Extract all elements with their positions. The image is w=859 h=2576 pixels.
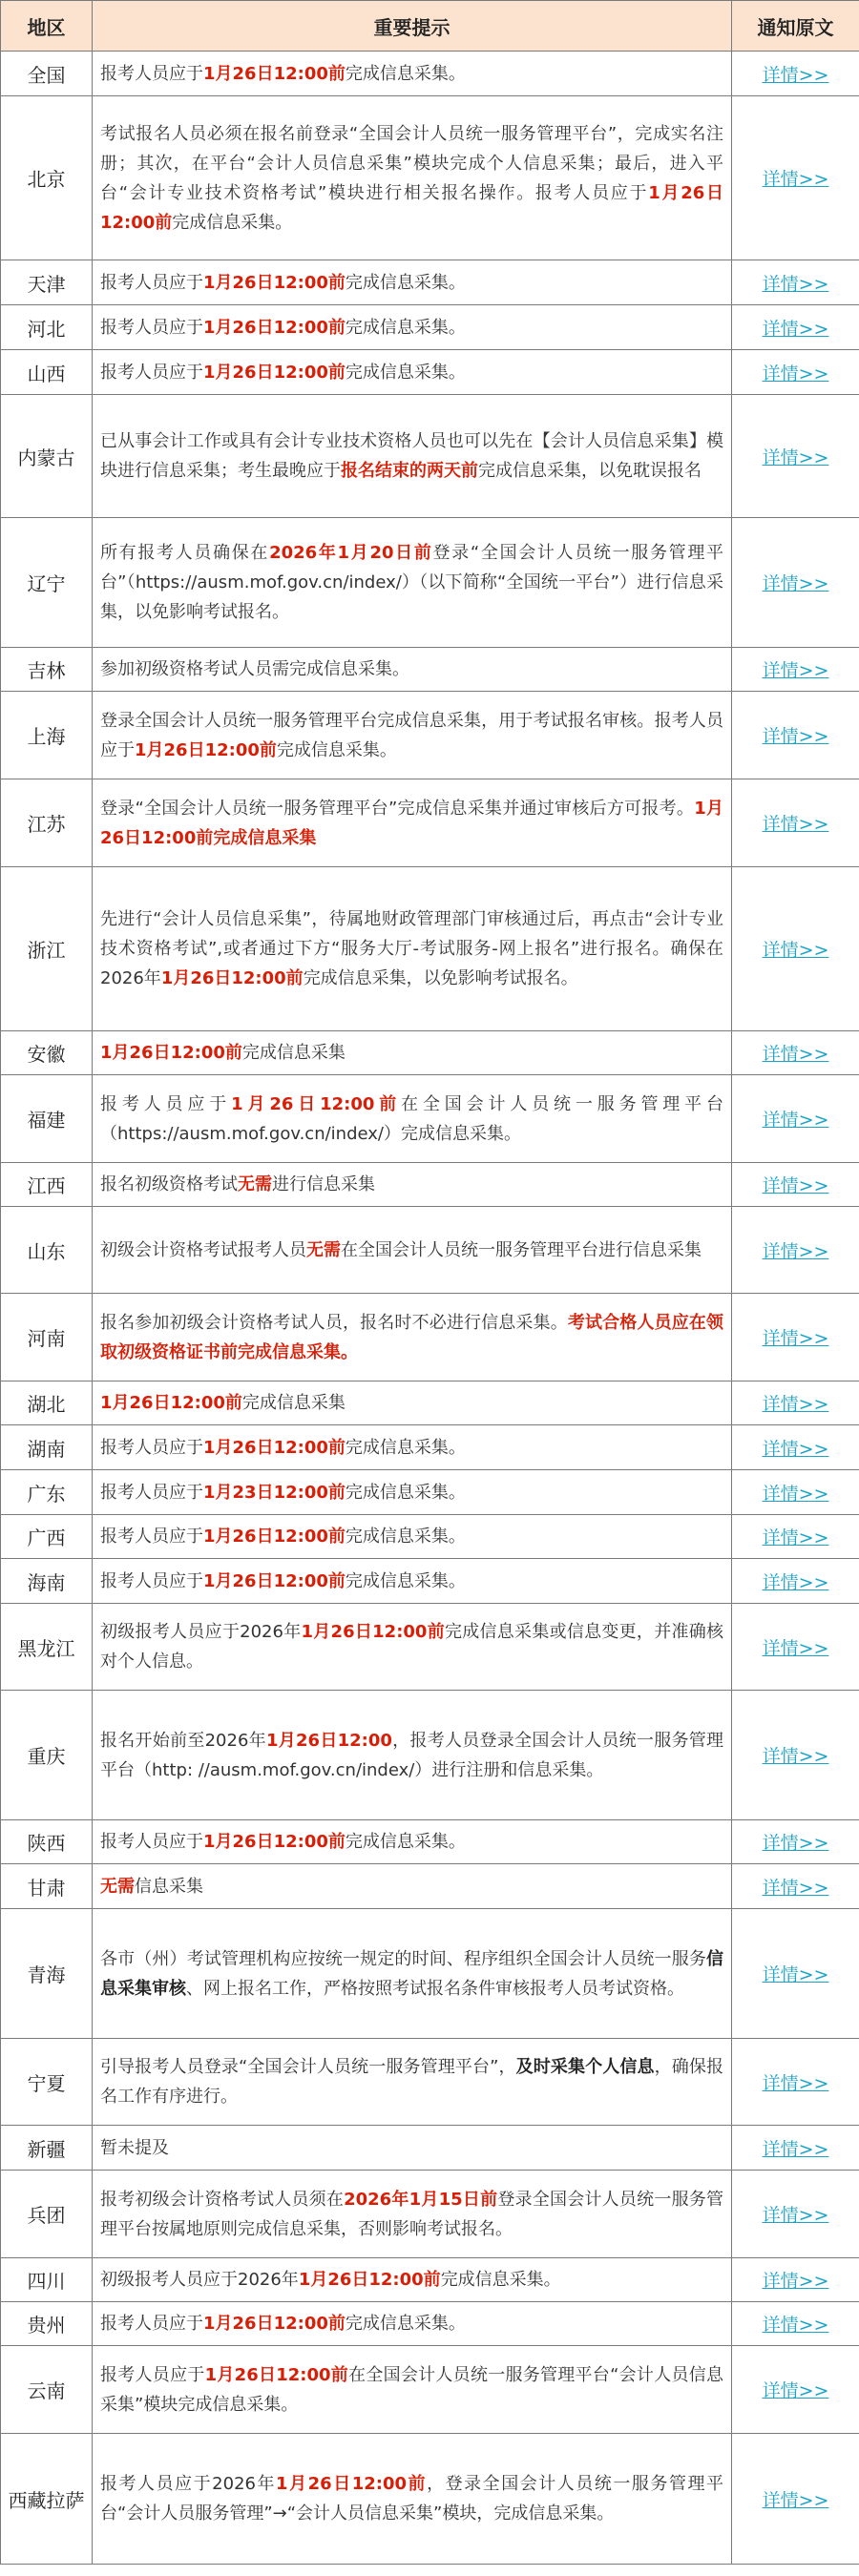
region-cell: 北京: [1, 96, 93, 260]
tip-cell: [93, 518, 732, 648]
source-cell: [732, 350, 859, 395]
tip-cell: [93, 1425, 732, 1470]
tip-text: 完成信息采集。: [345, 1832, 466, 1852]
region-cell: 山西: [1, 350, 93, 395]
tip-text: 登录“全国会计人员统一服务管理平台”完成信息采集并通过审核后方可报考。: [100, 798, 695, 819]
region-cell: 湖北: [1, 1381, 93, 1425]
tip-text: 报考人员应于: [100, 317, 203, 338]
tip-text: 完成信息采集。: [345, 272, 466, 293]
highlight-text: 无需: [100, 1876, 135, 1897]
tip-cell: [93, 260, 732, 305]
highlight-text: 1月26日12:00前完成信息采集: [100, 798, 723, 848]
source-cell: [732, 305, 859, 350]
source-cell: [732, 96, 859, 260]
table-row: [1, 867, 859, 1031]
region-cell: 四川: [1, 2258, 93, 2302]
details-link[interactable]: 详情>>: [762, 1110, 829, 1131]
tip-cell: [93, 1294, 732, 1381]
tip-text: 完成信息采集: [241, 1043, 346, 1063]
tip-text: 完成信息采集，以免耽误报名: [478, 461, 702, 481]
highlight-text: 1月26日12:00前: [231, 1093, 402, 1114]
source-cell: [732, 2258, 859, 2302]
source-cell: [732, 1381, 859, 1425]
table-row: [1, 1031, 859, 1075]
source-cell: [732, 1820, 859, 1864]
tip-text: 完成信息采集。: [345, 1482, 466, 1503]
region-cell: 陕西: [1, 1820, 93, 1864]
details-link[interactable]: 详情>>: [762, 2138, 829, 2160]
tip-text: 完成信息采集。: [345, 63, 466, 84]
region-cell: 广东: [1, 1470, 93, 1515]
table-row: [1, 692, 859, 779]
tip-cell: [93, 2039, 732, 2126]
tip-text: 完成信息采集。: [345, 1527, 466, 1547]
highlight-text: 1月26日12:00前: [301, 1622, 445, 1642]
table-row: [1, 2346, 859, 2434]
table-row: [1, 2258, 859, 2302]
tip-text: 考试报名人员必须在报名前登录“全国会计人员统一服务管理平台”，完成实名注册；其次，在平台“会计人员信息采集”模块完成个人信息采集；最后，进入平台“会计专业技术资格考试”模块进行相关报名操作。报考人员应于: [100, 123, 723, 203]
tip-cell: [93, 1470, 732, 1515]
highlight-text: 1月26日12:00: [265, 1730, 392, 1751]
source-cell: [732, 518, 859, 648]
details-link[interactable]: 详情>>: [762, 2271, 829, 2292]
tip-text: 完成信息采集或信息变更，并准确核对个人信息。: [100, 1622, 724, 1672]
source-cell: [732, 1559, 859, 1604]
tip-text: 报考初级会计资格考试人员须在: [100, 2189, 345, 2210]
highlight-text: 1月26日12:00前: [203, 2314, 346, 2334]
details-link[interactable]: 详情>>: [762, 1394, 829, 1415]
region-cell: 宁夏: [1, 2039, 93, 2126]
details-link[interactable]: 详情>>: [762, 1328, 829, 1349]
details-link[interactable]: 详情>>: [762, 1637, 829, 1659]
details-link[interactable]: 详情>>: [762, 363, 829, 384]
tip-cell: [93, 2258, 732, 2302]
region-cell: 河南: [1, 1294, 93, 1381]
table-body: [1, 52, 859, 2565]
tip-text: 报考人员应于: [100, 1093, 232, 1114]
table-row: [1, 1604, 859, 1691]
details-link[interactable]: 详情>>: [762, 2072, 829, 2094]
region-cell: 吉林: [1, 648, 93, 692]
table-row: [1, 2302, 859, 2346]
tip-cell: [93, 648, 732, 692]
highlight-text: 2026年1月15日前: [344, 2189, 498, 2210]
tip-text: 报考人员应于: [100, 63, 203, 84]
tip-text: 进行信息采集: [272, 1174, 375, 1195]
details-link[interactable]: 详情>>: [762, 1746, 829, 1767]
region-cell: 浙江: [1, 867, 93, 1031]
source-cell: [732, 1425, 859, 1470]
details-link[interactable]: 详情>>: [762, 1877, 829, 1899]
tip-cell: [93, 1559, 732, 1604]
table-row: [1, 1515, 859, 1559]
region-cell: 全国: [1, 52, 93, 96]
tip-text: 参加初级资格考试人员需完成信息采集。: [100, 659, 409, 679]
tip-text: 已从事会计工作或具有会计专业技术资格人员也可以先在【会计人员信息采集】模块进行信息采集；考生最晚应于: [100, 431, 723, 481]
details-link[interactable]: 详情>>: [762, 447, 829, 468]
tip-cell: [93, 1381, 732, 1425]
tip-cell: [93, 1515, 732, 1559]
tip-text: 完成信息采集，以免影响考试报名。: [303, 968, 578, 988]
region-cell: 广西: [1, 1515, 93, 1559]
tip-cell: [93, 2434, 732, 2565]
tip-text: 引导报考人员登录“全国会计人员统一服务管理平台”，: [100, 2057, 516, 2077]
tip-cell: [93, 52, 732, 96]
region-cell: 甘肃: [1, 1864, 93, 1909]
details-link[interactable]: 详情>>: [762, 1438, 829, 1460]
tip-text: 完成信息采集。: [345, 2314, 466, 2334]
highlight-text: 1月23日12:00前: [203, 1482, 346, 1503]
tip-cell: [93, 2302, 732, 2346]
source-cell: [732, 2171, 859, 2258]
details-link[interactable]: 详情>>: [762, 814, 829, 835]
table-row: [1, 1207, 859, 1294]
highlight-text: 1月26日12:00前: [203, 317, 346, 338]
table-row: [1, 350, 859, 395]
tip-text: 登录全国会计人员统一服务管理平台完成信息采集，用于考试报名审核。报考人员应于: [100, 710, 723, 760]
highlight-text: 2026年1月20日前: [269, 543, 433, 563]
highlight-text: 无需: [238, 1174, 272, 1195]
tip-text: ，登录全国会计人员统一服务管理平台“会计人员服务管理”→“会计人员信息采集”模块，完成信息采集。: [100, 2474, 724, 2524]
tip-text: 报考人员应于2026年: [100, 2474, 277, 2494]
tip-text: 信息采集: [135, 1876, 203, 1897]
tip-text: 登录“全国会计人员统一服务管理平台”（https://ausm.mof.gov.cn/index/）（以下简称“全国统一平台”）进行信息采集，以免影响考试报名。: [100, 543, 724, 622]
region-cell: 云南: [1, 2346, 93, 2434]
tip-cell: [93, 867, 732, 1031]
details-link[interactable]: 详情>>: [762, 940, 829, 961]
region-cell: 海南: [1, 1559, 93, 1604]
details-link[interactable]: 详情>>: [762, 1964, 829, 1985]
table-row: [1, 1820, 859, 1864]
tip-cell: [93, 1604, 732, 1691]
highlight-text: 1月26日12:00前: [100, 1393, 242, 1413]
tip-text: 报考人员应于: [100, 1482, 203, 1503]
region-cell: 安徽: [1, 1031, 93, 1075]
details-link[interactable]: 详情>>: [762, 2315, 829, 2336]
highlight-text: 1月26日12:00前: [203, 1832, 346, 1852]
region-cell: 福建: [1, 1075, 93, 1163]
source-cell: [732, 1294, 859, 1381]
details-link[interactable]: 详情>>: [762, 2205, 829, 2226]
tip-cell: [93, 1163, 732, 1207]
source-cell: [732, 52, 859, 96]
tip-text: 完成信息采集。: [345, 317, 466, 338]
source-cell: [732, 1163, 859, 1207]
table-row: [1, 1163, 859, 1207]
highlight-text: 信息采集审核: [100, 1948, 723, 1999]
tip-text: 报考人员应于: [100, 1527, 203, 1547]
details-link[interactable]: 详情>>: [762, 169, 829, 190]
details-link[interactable]: 详情>>: [762, 1833, 829, 1854]
highlight-text: 1月26日12:00前: [204, 2364, 349, 2385]
details-link[interactable]: 详情>>: [762, 318, 829, 340]
tip-text: 报名开始前至2026年: [100, 1730, 266, 1751]
table-row: [1, 518, 859, 648]
source-cell: [732, 395, 859, 518]
source-cell: [732, 1864, 859, 1909]
tip-cell: [93, 1031, 732, 1075]
highlight-text: 1月26日12:00前: [100, 182, 723, 233]
region-cell: 青海: [1, 1909, 93, 2039]
tip-text: 完成信息采集: [241, 1393, 346, 1413]
tip-text: 完成信息采集。: [440, 2270, 561, 2290]
table-row: [1, 2171, 859, 2258]
tip-text: 初级报考人员应于2026年: [100, 2270, 299, 2290]
table-header-row: [1, 1, 859, 52]
details-link[interactable]: 详情>>: [762, 273, 829, 295]
highlight-text: 1月26日12:00前: [160, 968, 304, 988]
region-cell: 上海: [1, 692, 93, 779]
tip-text: 完成信息采集。: [172, 212, 293, 233]
table-row: [1, 1864, 859, 1909]
table-row: [1, 305, 859, 350]
table-row: [1, 1909, 859, 2039]
table-row: [1, 1691, 859, 1820]
table-row: [1, 260, 859, 305]
tip-cell: [93, 2171, 732, 2258]
tip-text: 在全国会计人员统一服务管理平台（https://ausm.mof.gov.cn/index/）完成信息采集。: [100, 1093, 724, 1144]
highlight-text: 1月26日12:00前: [203, 362, 346, 383]
highlight-text: 1月26日12:00前: [298, 2270, 441, 2290]
tip-text: 报考人员应于: [100, 272, 203, 293]
tip-cell: [93, 2346, 732, 2434]
highlight-text: 1月26日12:00前: [276, 2474, 428, 2494]
source-cell: [732, 692, 859, 779]
tip-text: 报考人员应于: [100, 362, 203, 383]
tip-text: 报考人员应于: [100, 1570, 203, 1591]
tip-text: 报考人员应于: [100, 2314, 203, 2334]
table-row: [1, 2434, 859, 2565]
tip-cell: [93, 96, 732, 260]
tip-text: 完成信息采集。: [276, 739, 397, 760]
highlight-text: 1月26日12:00前: [203, 63, 346, 84]
tip-text: 登录全国会计人员统一服务管理平台按属地原则完成信息采集，否则影响考试报名。: [100, 2189, 724, 2239]
tip-text: 初级会计资格考试报考人员: [100, 1239, 306, 1260]
tip-text: ，报考人员登录全国会计人员统一服务管理平台（http: //ausm.mof.gov.cn/index/）进行注册和信息采集。: [100, 1730, 723, 1780]
highlight-text: 考试合格人员应在领取初级资格证书前完成信息采集。: [100, 1312, 724, 1362]
region-cell: 西藏拉萨: [1, 2434, 93, 2565]
tip-cell: [93, 1909, 732, 2039]
region-cell: 天津: [1, 260, 93, 305]
region-cell: 河北: [1, 305, 93, 350]
source-cell: [732, 1031, 859, 1075]
source-cell: [732, 1515, 859, 1559]
region-cell: 湖南: [1, 1425, 93, 1470]
table-row: [1, 648, 859, 692]
source-cell: [732, 1075, 859, 1163]
tip-text: 各市（州）考试管理机构应按统一规定的时间、程序组织全国会计人员统一服务: [100, 1948, 706, 1969]
tip-text: 先进行“会计人员信息采集”，待属地财政管理部门审核通过后，再点击“会计专业技术资格考试”,或者通过下方“服务大厅-考试服务-网上报名”进行报名。确保在2026年: [100, 909, 723, 988]
source-cell: [732, 1470, 859, 1515]
table-row: [1, 96, 859, 260]
highlight-text: 1月26日12:00前: [135, 739, 277, 760]
details-link[interactable]: 详情>>: [762, 573, 829, 594]
region-cell: 江西: [1, 1163, 93, 1207]
source-cell: [732, 1207, 859, 1294]
table-row: [1, 1294, 859, 1381]
tip-text: 初级报考人员应于2026年: [100, 1622, 302, 1642]
table-row: [1, 779, 859, 867]
region-cell: 兵团: [1, 2171, 93, 2258]
source-cell: [732, 260, 859, 305]
details-link[interactable]: 详情>>: [762, 660, 829, 681]
tip-cell: [93, 1075, 732, 1163]
region-cell: 辽宁: [1, 518, 93, 648]
table-row: [1, 2039, 859, 2126]
region-cell: 贵州: [1, 2302, 93, 2346]
tip-text: 报名参加初级会计资格考试人员，报名时不必进行信息采集。: [100, 1312, 568, 1333]
source-cell: [732, 2346, 859, 2434]
source-cell: [732, 2434, 859, 2565]
region-column-header: 地区: [1, 1, 93, 52]
source-cell: [732, 779, 859, 867]
tip-text: 完成信息采集。: [345, 1437, 466, 1458]
tip-text: 报考人员应于: [100, 1832, 203, 1852]
highlight-text: 1月26日12:00前: [203, 1527, 346, 1547]
tip-text: 完成信息采集。: [345, 362, 466, 383]
tip-cell: [93, 692, 732, 779]
tip-cell: [93, 350, 732, 395]
details-link[interactable]: 详情>>: [762, 1527, 829, 1548]
tip-cell: [93, 1864, 732, 1909]
source-cell: [732, 1691, 859, 1820]
table-row: [1, 1075, 859, 1163]
details-link[interactable]: 详情>>: [762, 1044, 829, 1065]
details-link[interactable]: 详情>>: [762, 726, 829, 747]
details-link[interactable]: 详情>>: [762, 2489, 829, 2511]
table-row: [1, 1425, 859, 1470]
tip-text: 所有报考人员确保在: [100, 543, 270, 563]
source-cell: [732, 2302, 859, 2346]
tip-text: ，确保报名工作有序进行。: [100, 2057, 724, 2107]
tip-column-header: 重要提示: [93, 1, 732, 52]
tip-text: 在全国会计人员统一服务管理平台“会计人员信息采集”模块完成信息采集。: [100, 2364, 723, 2415]
tip-cell: [93, 2126, 732, 2171]
highlight-text: 无需: [306, 1239, 341, 1260]
tip-text: 报考人员应于: [100, 1437, 203, 1458]
region-cell: 新疆: [1, 2126, 93, 2171]
tip-text: 在全国会计人员统一服务管理平台进行信息采集: [341, 1239, 702, 1260]
tip-cell: [93, 779, 732, 867]
highlight-text: 1月26日12:00前: [100, 1043, 242, 1063]
region-cell: 黑龙江: [1, 1604, 93, 1691]
source-cell: [732, 648, 859, 692]
tip-text: 暂未提及: [100, 2137, 169, 2158]
tip-text: 、网上报名工作，严格按照考试报名条件审核报考人员考试资格。: [186, 1978, 684, 1999]
tip-cell: [93, 1207, 732, 1294]
table-row: [1, 2126, 859, 2171]
table-row: [1, 1559, 859, 1604]
highlight-text: 1月26日12:00前: [203, 1437, 346, 1458]
details-link[interactable]: 详情>>: [762, 1240, 829, 1262]
source-cell: [732, 2039, 859, 2126]
details-link[interactable]: 详情>>: [762, 1483, 829, 1505]
highlight-text: 1月26日12:00前: [203, 1570, 346, 1591]
table-row: [1, 395, 859, 518]
tip-text: 完成信息采集。: [345, 1570, 466, 1591]
region-cell: 山东: [1, 1207, 93, 1294]
table-row: [1, 1381, 859, 1425]
source-cell: [732, 1604, 859, 1691]
table-row: [1, 1470, 859, 1515]
source-cell: [732, 867, 859, 1031]
tip-cell: [93, 1820, 732, 1864]
tip-text: 报名初级资格考试: [100, 1174, 238, 1195]
details-link[interactable]: 详情>>: [762, 64, 829, 86]
source-cell: [732, 2126, 859, 2171]
tip-text: 报考人员应于: [100, 2364, 205, 2385]
details-link[interactable]: 详情>>: [762, 2380, 829, 2401]
source-column-header: 通知原文: [732, 1, 859, 52]
highlight-text: 报名结束的两天前: [341, 461, 478, 481]
highlight-text: 及时采集个人信息: [515, 2057, 655, 2077]
details-link[interactable]: 详情>>: [762, 1571, 829, 1593]
region-cell: 重庆: [1, 1691, 93, 1820]
details-link[interactable]: 详情>>: [762, 1175, 829, 1196]
highlight-text: 1月26日12:00前: [203, 272, 346, 293]
region-cell: 内蒙古: [1, 395, 93, 518]
table-row: [1, 52, 859, 96]
source-cell: [732, 1909, 859, 2039]
tip-cell: [93, 305, 732, 350]
tip-cell: [93, 1691, 732, 1820]
region-cell: 江苏: [1, 779, 93, 867]
tip-cell: [93, 395, 732, 518]
